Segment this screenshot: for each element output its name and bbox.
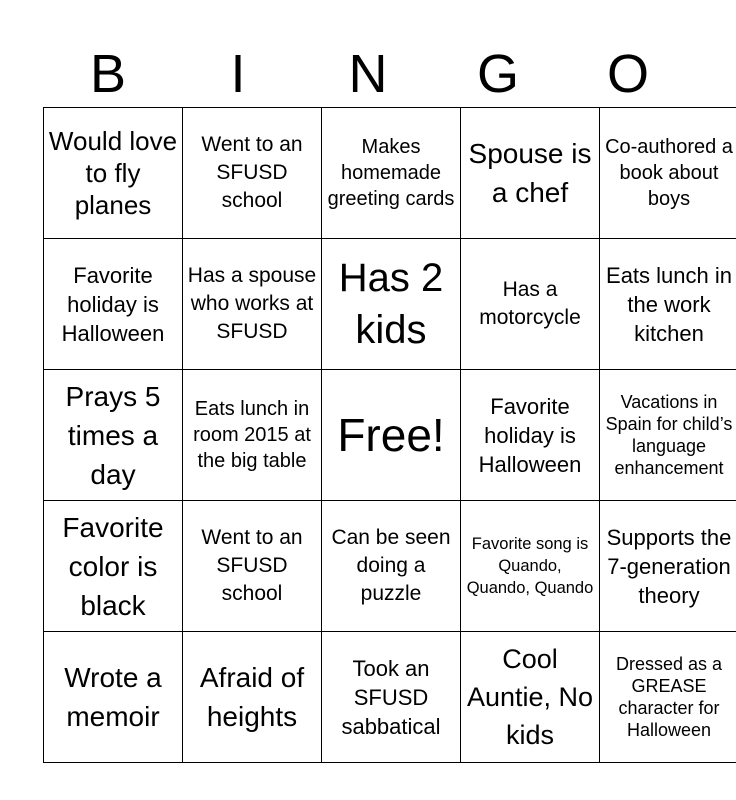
bingo-cell-text: Would love to fly planes bbox=[48, 126, 178, 220]
bingo-cell-b-5[interactable] bbox=[44, 632, 183, 763]
bingo-cell-text: Wrote a memoir bbox=[64, 662, 162, 732]
header-letter-b: B bbox=[89, 44, 127, 104]
bingo-cell-text: Favorite holiday is Halloween bbox=[478, 393, 582, 477]
bingo-cell-text: Supports the 7-generation theory bbox=[606, 524, 732, 608]
bingo-cell-g-2[interactable] bbox=[461, 239, 600, 370]
bingo-cell-text: Favorite song is Quando, Quando, Quando bbox=[466, 535, 594, 597]
header-letter-i: I bbox=[230, 44, 246, 104]
bingo-cell-i-4[interactable] bbox=[183, 501, 322, 632]
bingo-header bbox=[43, 40, 693, 108]
bingo-cell-text: Cool Auntie, No kids bbox=[466, 644, 594, 750]
bingo-cell-text: Spouse is a chef bbox=[468, 138, 592, 208]
bingo-cell-g-5[interactable] bbox=[461, 632, 600, 763]
bingo-card-grid bbox=[43, 107, 736, 763]
bingo-cell-o-3[interactable] bbox=[600, 370, 736, 501]
bingo-cell-text: Has 2 kids bbox=[338, 256, 444, 352]
bingo-row bbox=[44, 501, 736, 632]
header-letter-n: N bbox=[348, 44, 388, 104]
bingo-row bbox=[44, 632, 736, 763]
bingo-cell-b-2[interactable] bbox=[44, 239, 183, 370]
bingo-cell-text: Eats lunch in the work kitchen bbox=[606, 262, 732, 346]
bingo-cell-text: Went to an SFUSD school bbox=[201, 526, 303, 605]
bingo-cell-i-1[interactable] bbox=[183, 108, 322, 239]
bingo-cell-b-1[interactable] bbox=[44, 108, 183, 239]
bingo-cell-text: Can be seen doing a puzzle bbox=[331, 526, 451, 605]
bingo-cell-text: Dressed as a GREASE character for Halloween bbox=[615, 654, 723, 740]
bingo-row bbox=[44, 108, 736, 239]
bingo-cell-text: Makes homemade greeting cards bbox=[327, 136, 455, 210]
bingo-row bbox=[44, 239, 736, 370]
bingo-cell-n-4[interactable] bbox=[322, 501, 461, 632]
bingo-cell-n-5[interactable] bbox=[322, 632, 461, 763]
bingo-row bbox=[44, 370, 736, 501]
bingo-cell-text: Afraid of heights bbox=[199, 662, 305, 732]
bingo-cell-text: Has a motorcycle bbox=[479, 278, 581, 329]
header-letter-o: O bbox=[606, 44, 649, 104]
bingo-cell-o-5[interactable] bbox=[600, 632, 736, 763]
bingo-cell-o-1[interactable] bbox=[600, 108, 736, 239]
bingo-cell-i-2[interactable] bbox=[183, 239, 322, 370]
bingo-cell-text: Eats lunch in room 2015 at the big table bbox=[193, 398, 311, 472]
bingo-cell-n-3[interactable] bbox=[322, 370, 461, 501]
bingo-cell-text: Favorite color is black bbox=[62, 511, 164, 621]
bingo-cell-b-3[interactable] bbox=[44, 370, 183, 501]
bingo-cell-n-2[interactable] bbox=[322, 239, 461, 370]
bingo-cell-text: Prays 5 times a day bbox=[65, 380, 161, 490]
bingo-cell-b-4[interactable] bbox=[44, 501, 183, 632]
bingo-cell-o-2[interactable] bbox=[600, 239, 736, 370]
bingo-cell-text: Free! bbox=[337, 409, 445, 461]
bingo-cell-text: Went to an SFUSD school bbox=[201, 133, 303, 212]
header-letter-g: G bbox=[476, 44, 519, 104]
bingo-cell-i-5[interactable] bbox=[183, 632, 322, 763]
bingo-cell-text: Took an SFUSD sabbatical bbox=[341, 655, 441, 739]
bingo-cell-text: Has a spouse who works at SFUSD bbox=[187, 264, 317, 343]
bingo-cell-text: Favorite holiday is Halloween bbox=[61, 262, 165, 346]
bingo-cell-o-4[interactable] bbox=[600, 501, 736, 632]
bingo-cell-g-3[interactable] bbox=[461, 370, 600, 501]
bingo-cell-i-3[interactable] bbox=[183, 370, 322, 501]
bingo-cell-text: Vacations in Spain for child’s language enhancement bbox=[605, 392, 733, 478]
bingo-cell-n-1[interactable] bbox=[322, 108, 461, 239]
bingo-cell-g-4[interactable] bbox=[461, 501, 600, 632]
bingo-cell-text: Co-authored a book about boys bbox=[605, 136, 733, 210]
bingo-cell-g-1[interactable] bbox=[461, 108, 600, 239]
